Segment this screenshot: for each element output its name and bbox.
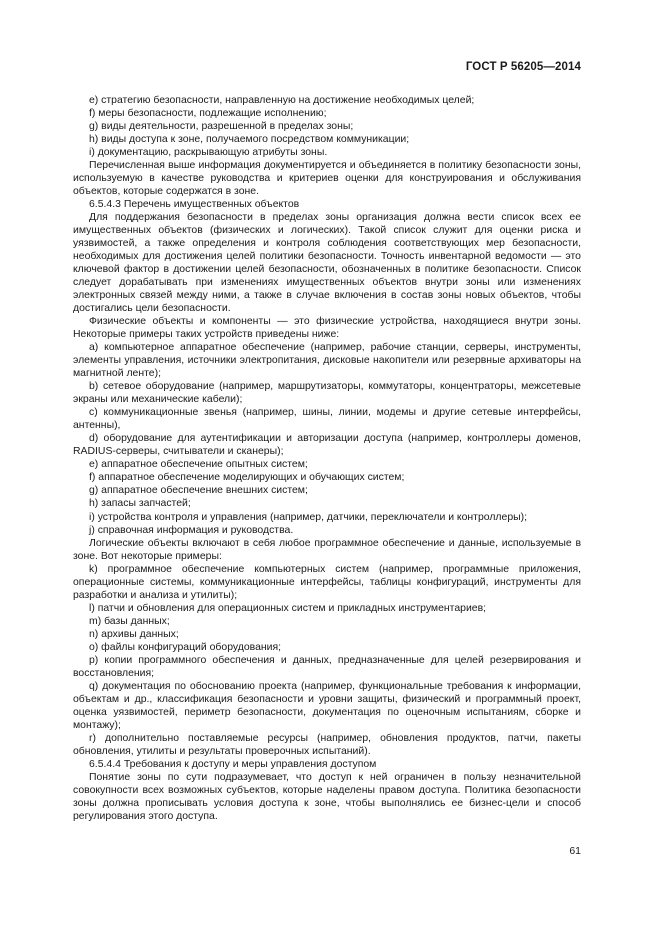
section-heading: 6.5.4.3 Перечень имущественных объектов	[89, 199, 300, 211]
list-item: e) аппаратное обеспечение опытных систем;	[89, 459, 308, 471]
list-item: r) дополнительно поставляемые ресурсы (например, обновления продуктов, патчи, пакеты обновления, утилиты и результаты проверочных испытаний).	[73, 732, 581, 757]
paragraph: g) виды деятельности, разрешенной в пределах зоны;	[89, 121, 354, 133]
list-item: g) аппаратное обеспечение внешних систем;	[89, 485, 308, 497]
paragraph: Перечисленная выше информация документируется и объединяется в политику безопасности зоны, используемую в качестве руководства и критериев оценки для конструирования и обслуживания объектов, которые содержатся в зоне.	[73, 160, 581, 198]
list-item: o) файлы конфигураций оборудования;	[89, 641, 282, 653]
list-item: n) архивы данных;	[89, 628, 179, 640]
list-item: a) компьютерное аппаратное обеспечение (например, рабочие станции, серверы, инструменты, элементы управления, источники электропитания, дисковые накопители или резервные архиваторы на магнитной ленте);	[73, 342, 581, 380]
paragraph: Логические объекты включают в себя любое программное обеспечение и данные, используемые в зоне. Вот некоторые примеры:	[73, 537, 581, 562]
list-item: i) устройства контроля и управления (например, датчики, переключатели и контроллеры);	[89, 511, 528, 523]
paragraph: i) документацию, раскрывающую атрибуты зоны.	[89, 147, 328, 159]
paragraph: Физические объекты и компоненты — это физические устройства, находящиеся внутри зоны. Некоторые примеры таких устройств приведены ниже:	[73, 316, 581, 341]
page-number: 61	[569, 845, 581, 857]
paragraph: h) виды доступа к зоне, получаемого посредством коммуникации;	[89, 134, 410, 146]
list-item: p) копии программного обеспечения и данных, предназначенные для целей резервирования и восстановления;	[73, 654, 581, 679]
list-item: l) патчи и обновления для операционных систем и прикладных инструментариев;	[89, 602, 487, 614]
standard-header: ГОСТ Р 56205—2014	[465, 61, 581, 73]
paragraph: Понятие зоны по сути подразумевает, что доступ к ней ограничен в пользу незначительной совокупности всех возможных субъектов, которые наделены правом доступа. Политика безопасности зоны должна прописывать условия доступа к зоне, чтобы выполнялись ее бизнес-цели и способ регулирования этого доступа.	[73, 771, 581, 822]
list-item: b) сетевое оборудование (например, маршрутизаторы, коммутаторы, концентраторы, межсетевые экраны или механические кабели);	[73, 381, 581, 406]
list-item: k) программное обеспечение компьютерных систем (например, программные приложения, операционные системы, коммуникационные интерфейсы, таблицы конфигураций, инструменты для разработки и анализа и утилиты);	[73, 563, 581, 601]
document-body	[73, 94, 581, 823]
list-item: d) оборудование для аутентификации и авторизации доступа (например, контроллеры доменов, RADIUS-серверы, считыватели и сканеры);	[73, 433, 581, 458]
paragraph: f) меры безопасности, подлежащие исполнению;	[89, 108, 327, 120]
paragraph: Для поддержания безопасности в пределах зоны организация должна вести список всех ее имущественных объектов (физических и логических). Такой список служит для оценки риска и уязвимостей, а также определения и контроля соблюдения соответствующих мер безопасности, необходимых для достижения целей политики безопасности. Точность инвентарной ведомости — это ключевой фактор в достижении целей безопасности, обозначенных в политике безопасности. Список следует дорабатывать при изменениях имущественных объектов внутри зоны или изменениях электронных связей между ними, а также в случае включения в состав зоны новых объектов, чтобы достигались цели безопасности.	[73, 212, 581, 315]
list-item: j) справочная информация и руководства.	[89, 524, 294, 536]
list-item: h) запасы запчастей;	[89, 498, 191, 510]
paragraph: e) стратегию безопасности, направленную на достижение необходимых целей;	[89, 95, 475, 106]
list-item: q) документация по обоснованию проекта (например, функциональные требования к информации, объектам и др., классификация безопасности и уровни защиты, физический и программный проект, оценка уязвимостей, периметр безопасности, документация по оценочным испытаниям, сборке и монтажу);	[73, 680, 581, 731]
list-item: f) аппаратное обеспечение моделирующих и обучающих систем;	[89, 472, 405, 484]
section-heading: 6.5.4.4 Требования к доступу и меры управления доступом	[89, 758, 377, 770]
list-item: c) коммуникационные звенья (например, шины, линии, модемы и другие сетевые интерфейсы, антенны),	[73, 407, 581, 432]
list-item: m) базы данных;	[89, 615, 170, 627]
